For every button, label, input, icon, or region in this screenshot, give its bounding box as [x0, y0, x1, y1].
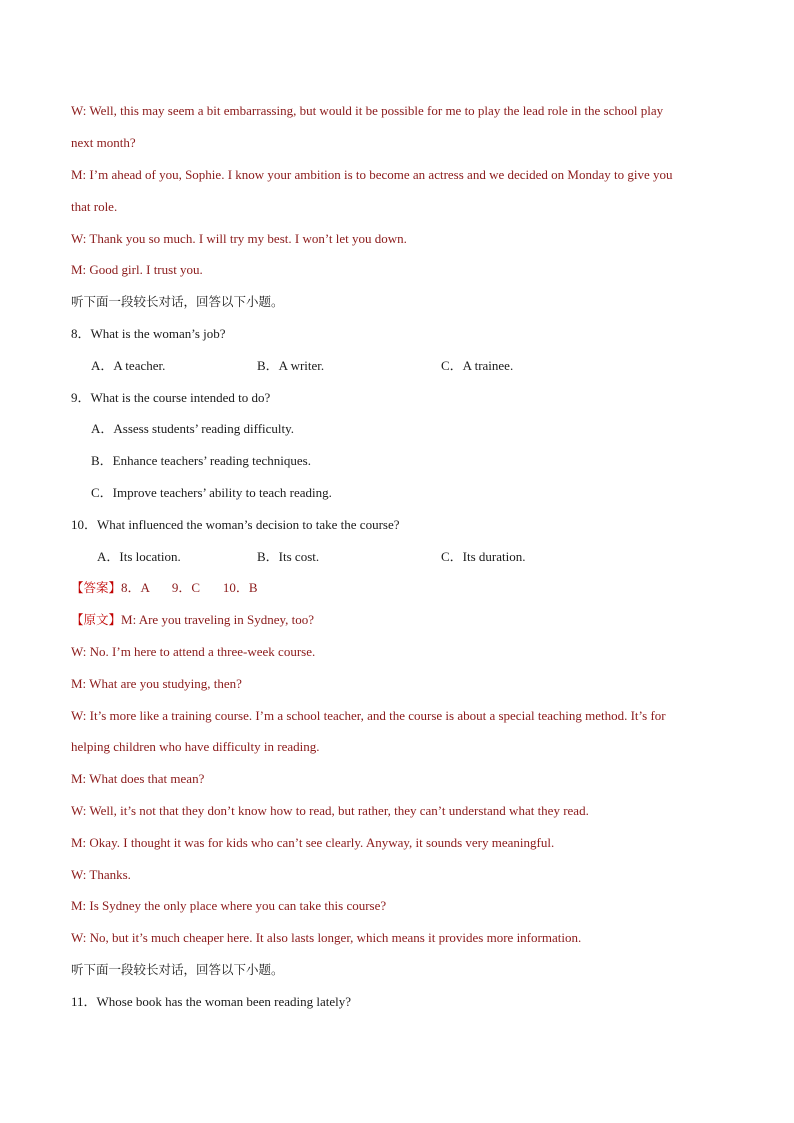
q10-option-b: B．Its cost. [257, 549, 320, 564]
transcript-first-line: M: Are you traveling in Sydney, too? [121, 612, 315, 627]
dialogue-line: W: Thank you so much. I will try my best. I won’t let you down. [71, 231, 407, 246]
q8-option-a: A．A teacher. [91, 358, 166, 373]
transcript-tag: 【原文】 [71, 612, 122, 627]
dialogue-line: W: It’s more like a training course. I’m a school teacher, and the course is about a special teaching method. It’s for [71, 708, 666, 723]
q8-option-c: C．A trainee. [441, 358, 514, 373]
dialogue-line: W: No. I’m here to attend a three-week course. [71, 644, 316, 659]
q10-option-c: C．Its duration. [441, 549, 526, 564]
dialogue-line: next month? [71, 135, 136, 150]
dialogue-line: M: Is Sydney the only place where you can take this course? [71, 898, 387, 913]
question-11: 11．Whose book has the woman been reading lately? [71, 994, 352, 1009]
dialogue-line: W: Well, this may seem a bit embarrassing, but would it be possible for me to play the lead role in the school play [71, 103, 664, 118]
dialogue-line: M: What are you studying, then? [71, 676, 242, 691]
dialogue-line: M: Good girl. I trust you. [71, 262, 203, 277]
answer-line [71, 580, 258, 596]
question-8: 8．What is the woman’s job? [71, 326, 226, 341]
dialogue-line: W: No, but it’s much cheaper here. It also lasts longer, which means it provides more information. [71, 930, 582, 945]
dialogue-line: M: I’m ahead of you, Sophie. I know your ambition is to become an actress and we decided on Monday to give you [71, 167, 673, 182]
section-heading: 听下面一段较长对话，回答以下小题。 [71, 294, 284, 309]
q9-option-a: A．Assess students’ reading difficulty. [91, 421, 295, 436]
dialogue-line: W: Well, it’s not that they don’t know how to read, but rather, they can’t understand what they read. [71, 803, 589, 818]
question-10: 10．What influenced the woman’s decision to take the course? [71, 517, 400, 532]
q9-option-c: C．Improve teachers’ ability to teach reading. [91, 485, 332, 500]
dialogue-line: M: Okay. I thought it was for kids who can’t see clearly. Anyway, it sounds very meaningful. [71, 835, 555, 850]
dialogue-line: helping children who have difficulty in reading. [71, 739, 320, 754]
transcript-line [71, 612, 314, 628]
dialogue-line: W: Thanks. [71, 867, 131, 882]
answer-tag: 【答案】 [71, 580, 122, 595]
dialogue-line: that role. [71, 199, 118, 214]
answer-text: 8．A 9．C 10．B [121, 580, 258, 595]
q9-option-b: B．Enhance teachers’ reading techniques. [91, 453, 311, 468]
question-9: 9．What is the course intended to do? [71, 390, 271, 405]
q10-option-a: A．Its location. [97, 549, 181, 564]
section-heading: 听下面一段较长对话，回答以下小题。 [71, 962, 284, 977]
q8-option-b: B．A writer. [257, 358, 325, 373]
dialogue-line: M: What does that mean? [71, 771, 205, 786]
